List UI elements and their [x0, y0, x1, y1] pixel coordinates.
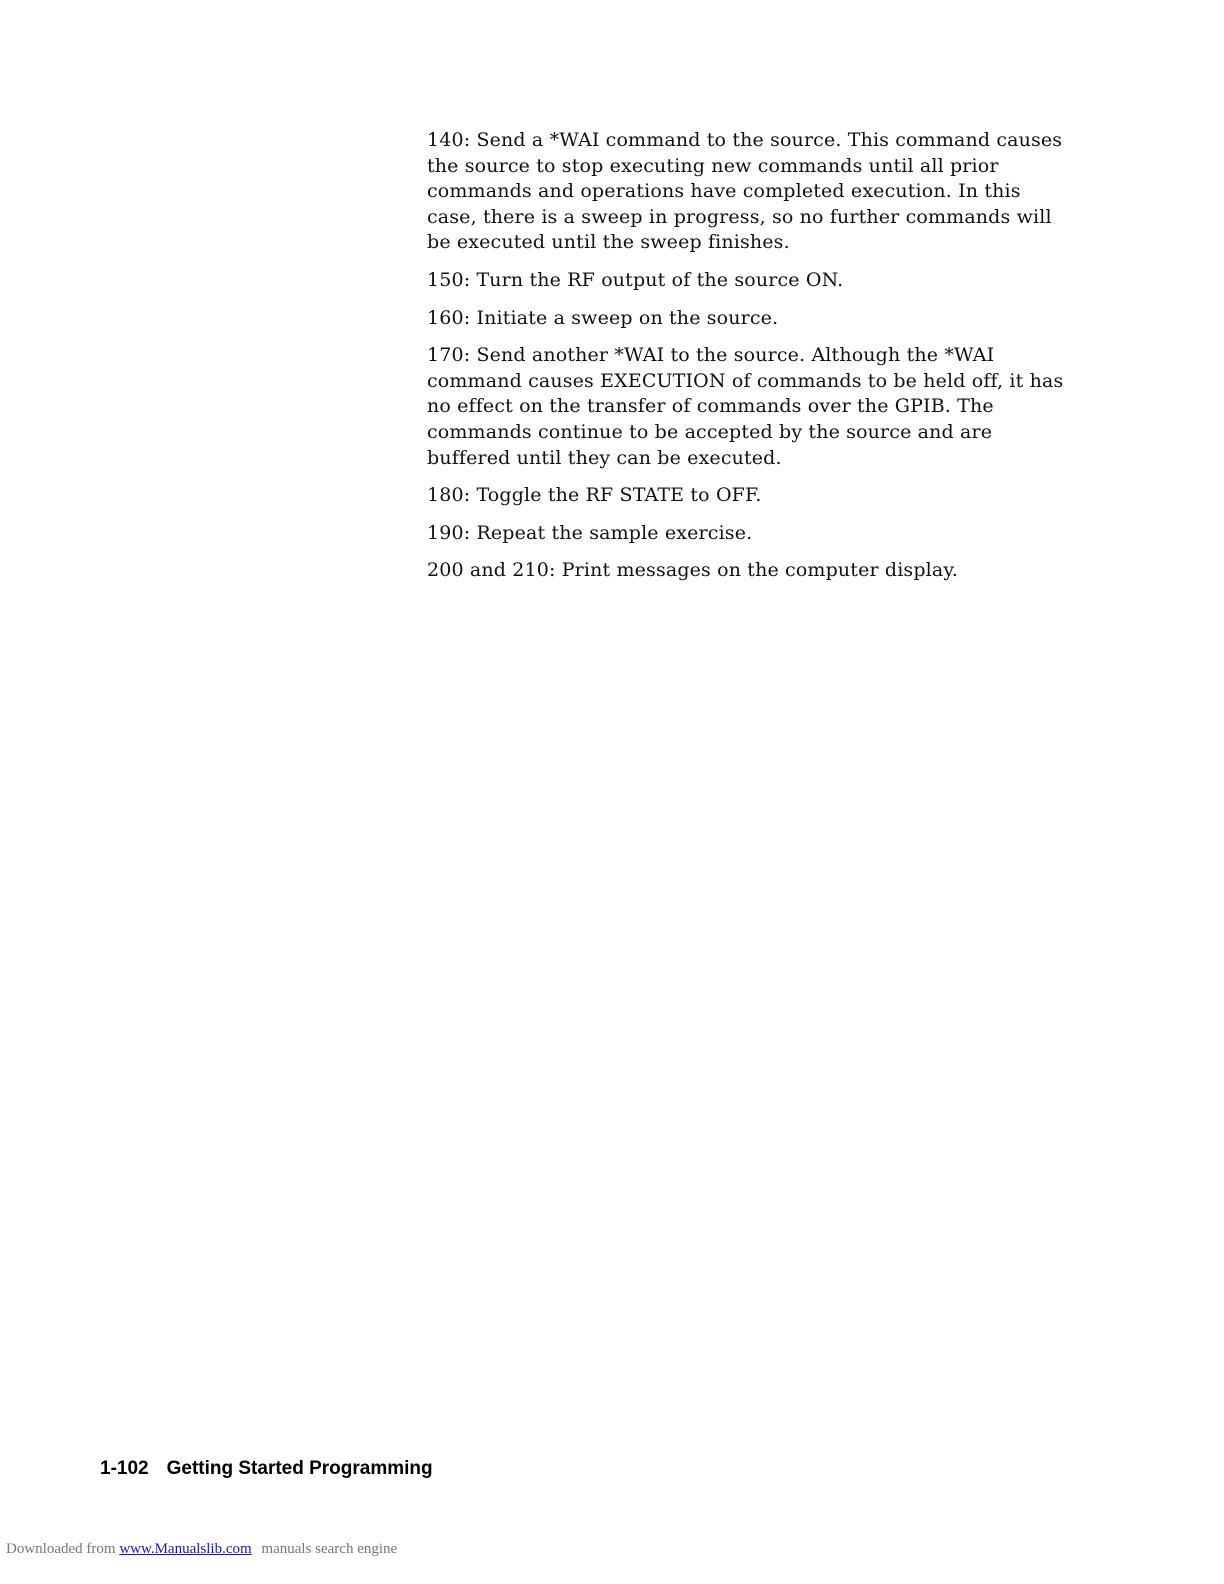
- section-title: Getting Started Programming: [166, 1458, 433, 1479]
- paragraph-190: 190: Repeat the sample exercise.: [427, 521, 753, 544]
- paragraph-160: 160: Initiate a sweep on the source.: [427, 306, 779, 329]
- page-number: 1-102: [100, 1458, 149, 1479]
- document-body: [427, 128, 1067, 596]
- paragraph-170: 170: Send another *WAI to the source. Although the *WAI command causes EXECUTION of commands to be held off, it has no effect on the transfer of commands over the GPIB. The commands continue to be accepted by the source and are buffered until they can be executed.: [427, 344, 1064, 469]
- paragraph-140: 140: Send a *WAI command to the source. This command causes the source to stop executing new commands until all prior commands and operations have completed execution. In this case, there is a sweep in progress, so no further commands will be executed until the sweep finishes.: [427, 129, 1063, 254]
- manualslib-link[interactable]: www.Manualslib.com: [119, 1541, 252, 1557]
- download-prefix: Downloaded from: [6, 1541, 116, 1557]
- page-footer: [100, 1458, 433, 1480]
- paragraph-150: 150: Turn the RF output of the source ON.: [427, 268, 844, 291]
- paragraph-200-210: 200 and 210: Print messages on the computer display.: [427, 559, 958, 582]
- paragraph-180: 180: Toggle the RF STATE to OFF.: [427, 484, 762, 507]
- download-tagline: manuals search engine: [261, 1541, 398, 1557]
- download-attribution: [6, 1541, 397, 1558]
